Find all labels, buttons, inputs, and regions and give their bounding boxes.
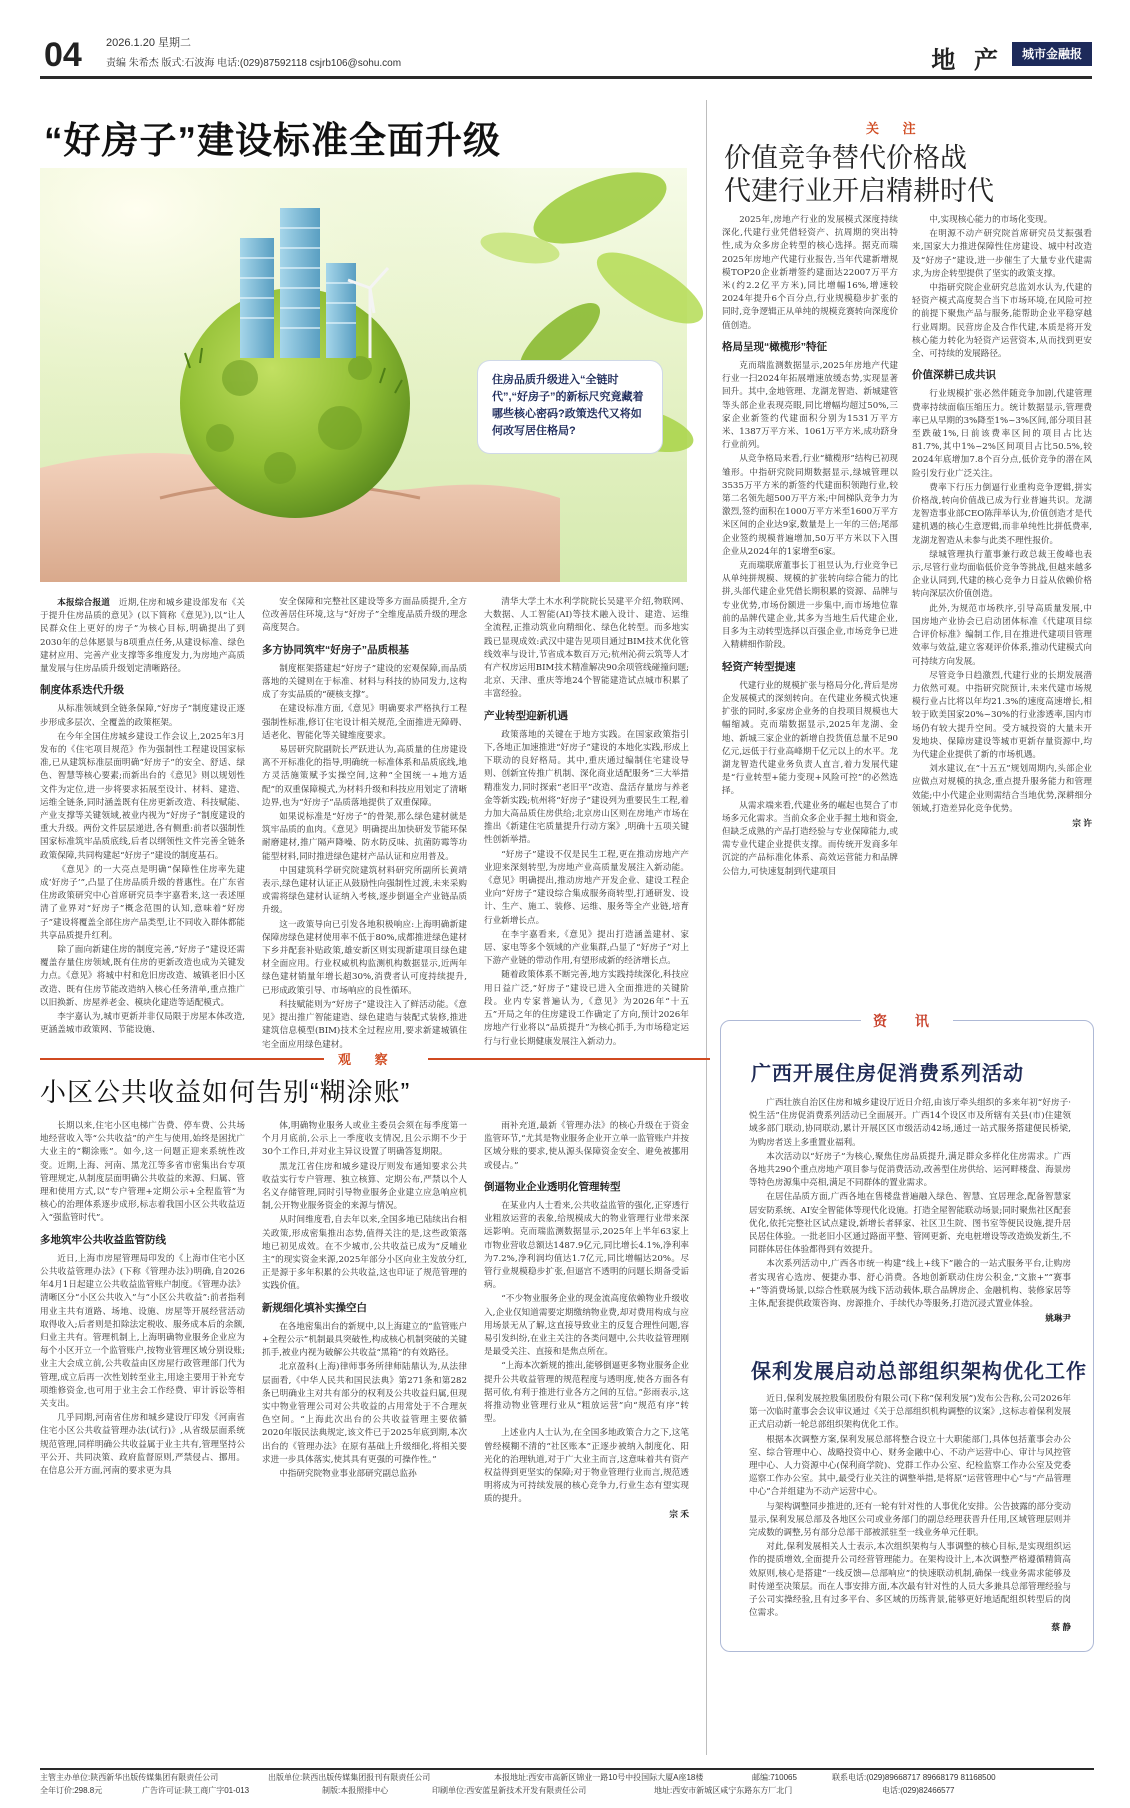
paragraph: 与架构调整同步推进的,还有一轮有针对性的人事优化安排。公告披露的部分变动显示,保利发展总部及各地区公司或业务部门的副总经理获晋升任用,区域管理层则并完成数的调整,另有部分总部干部被派驻至一线业务单元任职。 xyxy=(749,1501,1071,1539)
paragraph: 行业规模扩张必然伴随竞争加剧,代建管理费率持续面临压缩压力。统计数据显示,管理费率已从早期的3%降至1%~3%区间,部分项目甚至跌破1%,日前该费率区间的项目占比达81.7%,其中1%~2%区间项目占比50.5%,较2024年底增加7.8个百分点,低价竞争的潜在风险引发行业广泛关注。 xyxy=(912,389,1092,479)
paragraph: 根据本次调整方案,保利发展总部将整合设立十大职能部门,具体包括董事会办公室、综合管理中心、战略投资中心、财务金融中心、不动产运营中心、审计与风控管理中心、人力资源中心(保利商学院)、党群工作办公室、纪检监察工作办公室及党委巡察工作办公室。其中,最受行业关注的调整举措,是将原“运营管理中心”与“产品管理中心”合并组建为不动产运营中心。 xyxy=(749,1434,1071,1498)
paragraph: 从竞争格局来看,行业“橄榄形”结构已初现雏形。中指研究院同期数据显示,绿城管理以3535万平方米的新签约代建面积领跑行业,较第二名领先超500万平方米;中间梯队竞争力为激烈,签约面积在1000万平方米至1600万平方米区间的企业达9家,数量是上一年的三倍;尾部企业签约规模普遍增加,50万平方米以下入围企业从2024年的1家增至6家。 xyxy=(722,454,898,557)
paragraph: 从时间维度看,自去年以来,全国多地已陆续出台相关政策,形成密集推出态势,值得关注的是,这些政策落地已初见成效。在不少城市,公共收益已成为“反哺业主”的现实资金来源,2025年部分小区向业主发放分红,正是源于多年积累的公共收益,这也印证了规范管理的实践价值。 xyxy=(262,1215,467,1292)
paragraph: 从需求端来看,代建业务的崛起也契合了市场多元化需求。当前众多企业手握土地和资金,但缺乏成熟的产品打造经验与专业保障能力,或需专业代建企业提供支撑。而传统开发商多年沉淀的产品标准化体系、高效运营能力和品牌公信力,可快速复制到代建项目 xyxy=(722,800,898,877)
footer-printer-address: 地址:西安市新城区咸宁东路东方厂北门 xyxy=(654,1786,793,1795)
paragraph: 科技赋能则为“好房子”建设注入了鲜活动能。《意见》提出推广智能建造、绿色建造与装配式装修,推进建筑信息模型(BIM)技术全过程应用,要求新建城镇住宅全面应用绿色建材。 xyxy=(262,999,467,1050)
paragraph: 安全保障和完整社区建设等多方面品质提升,全方位改善居住环境,这与“好房子”全维度品质升级的理念高度契合。 xyxy=(262,597,467,634)
footer-typesetting: 制版:本报照排中心 xyxy=(322,1786,389,1795)
masthead-tag: 城市金融报 xyxy=(1012,42,1092,66)
news-2-title: 保利发展启动总部组织架构优化工作 xyxy=(751,1361,1087,1383)
paragraph: 绿城管理执行董事兼行政总裁王俊峰也表示,尽管行业均面临低价竞争等挑战,但越来越多企业认同到,代建的核心竞争力日益从依赖价格转向深层次价值创造。 xyxy=(912,549,1092,600)
paragraph: 近日,保利发展控股集团股份有限公司(下称“保利发展”)发布公告称,公司2026年第一次临时董事会会议审议通过《关于总部组织机构调整的议案》,这标志着保利发展正式启动新一轮总部组织架构优化工作。 xyxy=(749,1394,1071,1431)
paragraph: 在居住品质方面,广西各地在售楼盘普遍融入绿色、智慧、宜居理念,配备智慧家居安防系统、AI安全智能体等现代化设施。打造全屋智能联动场景;同时聚焦社区配套优化,依托完整社区试点建设,新增长者驿家、社区卫生院、图书室等便民设施,提升居民居住体验。一批老旧小区通过路面平整、管网更新、充电桩增设等改造焕发新生,不同群体居住体验都得到有效提升。 xyxy=(749,1192,1071,1256)
column-divider xyxy=(706,100,707,1755)
footer-license: 广告许可证:陕工商广字01-013 xyxy=(142,1786,250,1795)
subheading: 价值深耕已成共识 xyxy=(912,369,996,382)
paragraph: 克而瑞监测数据显示,2025年房地产代建行业一扫2024年拓展增速放缓态势,实现显著回升。其中,金地管理、龙湖龙智造、新城建管等头部企业表现亮眼,同比增幅均超过50%,三家企业新签约代建面积分别为1531万平方米、1387万平方米、1061万平方米,成功跻身行业前列。 xyxy=(722,361,898,451)
paragraph: 本次系列活动中,广西各市统一构建“线上+线下”融合的一站式服务平台,让购房者实现省心选房、便捷办事、舒心消费。各地创新联动住房公积金,“文旅+”“赛事+”等消费场景,以综合性联展为线下活动载体,联合品牌房企、金融机构、装修家居等主体,配套提供政策咨询、房源推介、手续代办等服务,打造沉浸式置业体验。 xyxy=(749,1259,1071,1310)
subheading: 多地筑牢公共收益监管防线 xyxy=(40,1233,166,1246)
paragraph: 本次活动以“好房子”为核心,聚焦住房品质提升,满足群众多样化住房需求。广西各地共290个重点房地产项目参与促消费活动,改善型住房供给、运河畔楼盘、海景房等特色房源集中亮相,满足不同群体的置业需求。 xyxy=(749,1151,1071,1189)
paragraph: 代建行业的规模扩张与格局分化,背后是房企发展模式的深刻转向。在代建业务模式快速扩张的同时,多家房企业务的自投项目规模也大幅缩减。克而瑞数据显示,2025年龙湖、金地、新城三家企业的新增自投货值总量不足90亿元,远低于行业高峰期千亿元以上的水平。龙湖龙智造代建业务负责人直言,着力发展代建是“行业转型+能力变现+风险可控”的必然选择。 xyxy=(722,680,898,797)
subheading: 新规细化填补实操空白 xyxy=(262,1301,367,1314)
paragraph: 中指研究院物业事业部研究副总监孙 xyxy=(279,1469,417,1480)
paragraph: 几乎同期,河南省住房和城乡建设厅印发《河南省住宅小区公共收益管理办法(试行)》,从省级层面系统规范管理,同样明确公共收益属于业主共有,管理坚持公平公开、共同决策、政府监督原则,严禁侵占、挪用。在信息公开方面,河南的要求更为具 xyxy=(40,1413,245,1477)
observe-title: 小区公共收益如何告别“糊涂账” xyxy=(40,1077,411,1107)
paragraph: 清华大学土木水利学院院长吴建平介绍,物联网、大数据、人工智能(AI)等技术融入设计、建造、运维全流程,正推动筑业向精细化、绿色化转型。而多地实践已显现成效:武汉中建告见项目通过BIM技术优化管线效率与设计,节省成本数百万元;杭州沁荷云筑等人才有产权房运用BIM技术精准解决90余项管线碰撞问题;北京、天津、重庆等地24个智能建造试点城市积累了丰富经验。 xyxy=(484,597,689,700)
paragraph: 随着政策体系不断完善,地方实践持续深化,科技应用日益广泛,“好房子”建设已进入全面推进的关键阶段。业内专家普遍认为,《意见》为2026年“十五五”开局之年的住房建设工作确定了方向,预计2026年房地产行业将以“品质提升”为核心抓手,为市场稳定运行与行业长期健康发展注入新动力。 xyxy=(484,970,689,1047)
subheading: 轻资产转型提速 xyxy=(722,660,796,673)
paragraph: 制度框架搭建起“好房子”建设的宏观保障,而品质落地的关键则在于标准、材料与科技的协同发力,这构成了夯实品质的“硬核支撑”。 xyxy=(262,663,467,701)
subheading: 产业转型迎新机遇 xyxy=(484,709,568,722)
paragraph: 中,实现核心能力的市场化变现。 xyxy=(929,215,1053,225)
news-tag: 资 讯 xyxy=(833,1007,981,1035)
paragraph: “不少物业服务企业的现金流高度依赖物业升级收入,企业仅知道需要定期缴纳物业费,却对费用构成与应用场景无从了解,这直接导致业主的反复合理性问题,容易引发纠纷,在业主关注的各类问题中,公共收益管理刚是最受关注、直接和是焦点所在。 xyxy=(484,1294,689,1358)
paragraph: 尽管竞争日趋激烈,代建行业的长期发展潜力依然可观。中指研究院预计,未来代建市场规模行业占比将以年均21.3%的速度高速增长,相较于欧美国家20%~30%的行业渗透率,国内市场仍有较大提升空间。受方城投资的大量未开发地块、保障房建设等城市更新存量资源中,均为代建企业提供了新的市场机遇。 xyxy=(912,670,1092,760)
footer-address: 本报地址:西安市高新区锦业一路10号中投国际大厦A座18楼 xyxy=(494,1773,704,1782)
byline: 宗 许 xyxy=(1072,817,1092,828)
byline: 宗 禾 xyxy=(669,1508,689,1519)
feature-column-1 xyxy=(722,214,898,1014)
footer-issuer: 出版单位:陕西出版传媒集团报刊有限责任公司 xyxy=(268,1773,431,1782)
page-number: 04 xyxy=(44,36,82,74)
paragraph: 对此,保利发展相关人士表示,本次组织架构与人事调整的核心目标,是实现组织运作的提质增效,全面提升公司经营管理能力。在架构设计上,本次调整严格遵循精简高效原则,核心是搭建“一线反馈—总部响应”的快速联动机制,确保一线业务需求能够及时传递至决策层。而在人事安排方面,本次最有针对性的人员大多兼具总部管理经验与子公司实操经验,且有过多平台、多区域的历练背景,能够更好地适配组织转型后的岗位需求。 xyxy=(749,1542,1071,1619)
paragraph: 李宇嘉认为,城市更新并非仅局限于房屋本体改造,更涵盖城市政策网、节能设施、 xyxy=(40,1012,245,1036)
footer-publisher: 主管主办单位:陕西新华出版传媒集团有限责任公司 xyxy=(40,1773,219,1782)
lead-paragraph xyxy=(40,596,245,676)
paragraph: 从标准领域到全链条保障,“好房子”制度建设正逐步形成多层次、全覆盖的政策框架。 xyxy=(40,704,245,728)
paragraph: 刘水建议,在“十五五”规划周期内,头部企业应做点对规模的执念,重点提升服务能力和管理效能;中小代建企业则需结合当地优势,深耕细分领域,打造差异化竞争优势。 xyxy=(912,764,1092,814)
paragraph: “好房子”建设不仅是民生工程,更在推动房地产产业迎来深刻转型,为房地产业高质量发展注入新动能。《意见》明确提出,推动房地产开发企业、建设工程企业向“好房子”建设综合集成服务商转型,打通研发、设计、生产、施工、装修、运维、服务等全产业链,培育行业新增长点。 xyxy=(484,849,689,926)
dateline: 本报综合报道 xyxy=(57,597,111,607)
feature-title-line-1: 价值竞争替代价格战 xyxy=(724,143,967,173)
paragraph: 在建设标准方面,《意见》明确要求严格执行工程强制性标准,修订住宅设计相关规范,全面推进无障碍、适老化、智能化等关键维度要求。 xyxy=(262,704,467,741)
paragraph: 此外,为规范市场秩序,引导高质量发展,中国房地产业协会已启动团体标准《代建项目综合评价标准》编制工作,目在推进代建项目管理效率与效益,建立客观评价体系,推动代建模式向可持续方向发展。 xyxy=(912,603,1092,667)
paragraph: 费率下行压力倒逼行业重构竞争逻辑,拼实价格战,转向价值战已成为行业普遍共识。龙湖龙智造事业部CEO陈萍举认为,价值创造才是代建机遇的核心生意逻辑,而非单纯性比拼低费率,龙湖龙智造从未参与此类不理性报价。 xyxy=(912,482,1092,546)
paragraph: 北京盈科(上海)律师事务所律师陆鼎认为,从法律层面看,《中华人民共和国民法典》第271条和第282条已明确业主对共有部分的权利及公共收益归属,但现实中物业管理公司对公共收益的占用常处于不合理灰色空间。“上海此次出台的公共收益管理主要依循2020年版民法典规定,该文件已于2025年底到期,本次出台的《管理办法》在原有基础上升级细化,将相关要求进一步具体落实,使其具有更强的可操作性。” xyxy=(262,1362,467,1465)
paragraph: 近日,上海市房屋管理局印发的《上海市住宅小区公共收益管理办法》(下称《管理办法》)明确,自2026年4月1日起建立公共收益监管账户制度。《管理办法》清晰区分“小区公共收入”与“小区公共收益”:前者指利用业主共有道路、场地、设施、房屋等开展经营活动取得收入;后者则是扣除法定税收、服务成本后的余额,归业主共有。管理机制上,上海明确物业服务企业应为每个小区开立一个监管账户,按物业管理区域分别设账;业主大会成立前,公共收益由区房屋行政管理部门代为管理,成立后再一次性划转至业主,用途主要用于补充专项维修资金,也可用于业主会工作经费、审计诉讼等相关支出。 xyxy=(40,1253,245,1410)
observe-column-2 xyxy=(262,1120,467,1760)
paragraph: 在各地密集出台的新规中,以上海建立的“监管账户+全程公示”机制最具突破性,构成核心机制突破的关键抓手,被业内视为破解公共收益“黑箱”的有效路径。 xyxy=(262,1321,467,1359)
lead-column-2 xyxy=(262,596,467,1050)
news-2-body xyxy=(749,1393,1071,1645)
page-footer xyxy=(40,1768,1094,1798)
paragraph: 雨补充道,最新《管理办法》的核心升级在于资金监管环节,“尤其是物业服务企业开立单一监管账户并按区域分账的要求,使从源头保障资金安全、避免被挪用或侵占。” xyxy=(484,1121,689,1171)
byline: 姚琳尹 xyxy=(1045,1313,1071,1324)
paragraph: 这一政策导向已引发各地积极响应:上海明确新建保障房绿色建材使用率不低于80%,成都推进绿色建材下乡并配套补贴政策,雄安新区则实现新建项目绿色建材全面应用。行业权威机构监测机构数据显示,近两年绿色建材销量年增长超30%,消费者认可度持续提升,已形成政策引导、市场响应的良性循环。 xyxy=(262,919,467,996)
editor-credits: 责编 朱希杰 版式:石波海 电话:(029)87592118 csjrb106@sohu.com xyxy=(106,58,402,69)
lead-column-1 xyxy=(40,596,245,1044)
paragraph: 在李宇嘉看来,《意见》提出打造涵盖建材、家居、家电等多个领域的产业集群,凸显了“好房子”对上下游产业链的带动作用,有望形成新的经济增长点。 xyxy=(484,929,689,967)
paragraph: “上海本次新规的推出,能够倒逼更多物业服务企业提升公共收益管理的规范程度与透明度,使各方面各有据可依,有利于推进行业各方之间的互信。”彭雨表示,这将推动物业管理行业从“粗放运营”向“规范有序”转型。 xyxy=(484,1361,689,1425)
header-rule xyxy=(40,76,1092,79)
subheading: 格局呈现“橄榄形”特征 xyxy=(722,340,827,353)
paragraph-text: 近期,住房和城乡建设部发布《关于提升住房品质的意见》(以下简称《意见》),以“让人民群众住上更好的房子”为核心目标,明确提出了到2030年的总体愿景与8项重点任务,从建设标准、绿色建材应用、完善产业支撑等多维度发力,为房地产高质量发展与住房品质升级划定清晰路径。 xyxy=(40,598,245,675)
footer-postcode: 邮编:710065 xyxy=(752,1773,797,1782)
news-box xyxy=(720,1013,1094,1652)
section-title: 地 产 xyxy=(931,47,1004,74)
paragraph: 《意见》的一大亮点是明确“保障性住房率先建成‘好房子’”,凸显了住房品质升级的普惠性。在广东省住房政策研究中心首席研究员李宇嘉看来,这一表述厘清了业界对“好房子”概念范围的认知,意味着“好房子”建设将覆盖全部住房产品类型,让不同收入群体都能共享品质提升红利。 xyxy=(40,864,245,941)
hero-callout: 住房品质升级进入“全链时代”,“好房子”的新标尺究竟藏着哪些核心密码?政策迭代又将如何改写居住格局? xyxy=(478,361,662,453)
paragraph: 在明源不动产研究院首席研究员艾振强看来,国家大力推进保障性住房建设、城中村改造及“好房子”建设,进一步催生了大量专业代建需求,为房企转型提供了坚实的政策支撑。 xyxy=(912,229,1092,279)
paragraph: 上述业内人士认为,在全国多地政策合力之下,这笔曾经模糊不清的“社区账本”正逐步被纳入制度化、阳光化的治理轨道,对于广大业主而言,这意味着共有资产权益得到更坚实的保障;对于物业管理行业而言,规范透明将成为可持续发展的核心竞争力,行业生态有望实现质的提升。 xyxy=(484,1428,689,1505)
paragraph: 如果说标准是“好房子”的骨架,那么绿色建材就是筑牢品质的血肉。《意见》明确提出加快研发节能环保耐磨建材,推广隔声降噪、防水防反味、抗菌防霉等功能型材料,同时推进绿色建材产品认证和应用普及。 xyxy=(262,812,467,862)
paragraph: 广西壮族自治区住房和城乡建设厅近日介绍,由该厅牵头组织的多来年初“好房子·悦生活”住房促消费系列活动已全面展开。广西14个设区市及所辖有关县(市)住建领域多部门联动,协同联动,累计开展区区市级活动42场,通过一站式服务搭建便民桥梁,为购房者送上多重置业福利。 xyxy=(749,1098,1071,1148)
lead-headline: “好房子”建设标准全面升级 xyxy=(44,120,501,161)
paragraph: 中指研究院企业研究总监刘水认为,代建的轻资产模式高度契合当下市场环境,在风险可控的前提下聚焦产品与服务,能帮助企业平稳穿越行业周期。民营房企及合作代建,本质是将开发核心能力转化为轻资产运营资本,从而找到更安全、可持续的发展路径。 xyxy=(912,283,1092,360)
observe-column-3 xyxy=(484,1120,689,1760)
lead-column-3 xyxy=(484,596,689,1047)
paragraph: 克而瑞联席董事长丁祖昱认为,行业竞争已从单纯拼规模、规模的扩张转向综合能力的比拼,头部代建企业凭借长期积累的资源、品牌与专业优势,市场份额进一步集中,而市场地位靠前的品牌代建企业,其多为当地生后代建企业,目多为主动转型选择以百强企业,市场竞争已进入精耕细作阶段。 xyxy=(722,561,898,651)
subheading: 多方协同筑牢“好房子”品质根基 xyxy=(262,643,409,656)
observe-tag: 观 察 xyxy=(338,1052,398,1067)
subheading: 制度体系迭代升级 xyxy=(40,684,124,697)
paragraph: 中国建筑科学研究院建筑材料研究所副所长黄靖表示,绿色建材认证正从鼓励性向强制性过渡,未来采购或需将绿色建材认证纳入考核,逐步倒逼全产业链品质升级。 xyxy=(262,865,467,916)
paragraph: 政策落地的关键在于地方实践。在国家政策指引下,各地正加速推进“好房子”建设的本地化实践,形成上下联动的良好格局。其中,重庆通过编制住宅建设导则、创新宜传推广机制、深化商业适配服务“三大举措精准发力,同时探索“老旧平”改造、盘活存量房与养老金等新实践;杭州将“好房子”建设列为重要民生工程,着力加大高品质住房供给;北京房山区则在房地产市场在推出《新建住宅质量提升行动方案》,明确十五项关键性创新举措。 xyxy=(484,729,689,846)
paragraph: 除了面向新建住房的制度完善,“好房子”建设还需覆盖存量住房领域,既有住房的更新改造也成为关键发力点。《意见》将城中村和危旧房改造、城镇老旧小区改造、既有住房节能改造纳入核心任务清单,重点推广以旧换新、房屋养老金、模块化建造等适配模式。 xyxy=(40,945,245,1008)
paragraph: 易居研究院副院长严跃进认为,高质量的住房建设离不开标准化的指导,明确统一标准体系和品质底线,地方灵活施策赋予实操空间,这种“全国统一+地方适配”的双重保障模式,为材料升级和科技应用划定了清晰边界,也为“好房子”品质落地提供了双重保障。 xyxy=(262,745,467,808)
footer-printer-phone: 电话:(029)82466577 xyxy=(882,1786,955,1795)
paragraph: 在某业内人士看来,公共收益监管的强化,正穿透行业粗放运营的表象,给规模成大的物业管理行业带来深远影响。克而瑞监测数据显示,2025年上半年63家上市物业营收总额达1487.9亿元,同比增长4.1%,净利率为7.2%,净利润均值达1.7亿元,同比增幅达20%。尽管行业规模稳步扩张,但逼宫不透明的问题长期备受诟病。 xyxy=(484,1201,689,1291)
footer-phone: 联系电话:(029)89668717 89668179 81168500 xyxy=(832,1773,996,1782)
paragraph: 长期以来,住宅小区电梯广告费、停车费、公共场地经营收入等“公共收益”的产生与使用,始终是困扰广大业主的“糊涂账”。如今,这一问题正迎来系统性改变。近期,上海、河南、黑龙江等多省市密集出台专项管理规定,从制度层面明确公共收益的来源、归属、管理和使用方式,以“专户管理+定期公示+全程监管”为核心的治理体系逐步成形,标志着我国小区公共收益迈入“强监管时代”。 xyxy=(40,1121,245,1224)
hero-image xyxy=(40,168,687,582)
news-1-title: 广西开展住房促消费系列活动 xyxy=(751,1063,1024,1085)
issue-date: 2026.1.20 星期二 xyxy=(106,37,191,49)
paragraph: 在今年全国住房城乡建设工作会议上,2025年3月发布的《住宅项目规范》作为强制性工程建设国家标准,已从建筑标准层面明确“好房子”的安全、舒适、绿色、智慧等核心要素;而新出台的《意见》则以规划性文件为定位,进一步将要求拓展至设计、材料、建造、运维全链条,同时涵盖既有住房更新改造、科技赋能、产业支撑等关键领域,被业内视为“好房子”制度建设的重大升级。两份文件层层递进,各有侧重:前者以强制性国家标准筑牢品质底线,后者以纲领性文件完善全链条政策保障,共同构建起“好房子”建设的制度基石。 xyxy=(40,731,245,861)
subheading: 倒逼物业企业透明化管理转型 xyxy=(484,1180,621,1193)
news-1-body xyxy=(749,1097,1071,1345)
feature-title-line-2: 代建行业开启精耕时代 xyxy=(724,176,994,206)
paragraph: 2025年,房地产行业的发展模式深度持续深化,代建行业凭借轻资产、抗周期的突出特性,成为众多房企转型的核心选择。据克而瑞2025年房地产代建行业报告,当年代建新增规模TOP20企业新增签约建面达22007万平方米(约2.2亿平方米),同比增幅16%,增速较2024年提升6个百分点,行业规模稳步扩张的同时,竞争逻辑正从单纯的规模竞赛转向深度价值创造。 xyxy=(722,215,898,331)
byline: 蔡 静 xyxy=(1051,1622,1071,1633)
paragraph: 体,明确物业服务人或业主委员会须在每季度第一个月月底前,公示上一季度收支情况,且公示期不少于30个工作日,并对业主异议设置了明确答复期限。 xyxy=(262,1121,467,1158)
observe-column-1 xyxy=(40,1120,245,1760)
footer-printer: 印刷单位:西安蓝星新技术开发有限责任公司 xyxy=(432,1786,587,1795)
paragraph: 黑龙江省住房和城乡建设厅则发布通知要求公共收益实行专户管理、独立核算、定期公布,严禁以个人名义存储管理,同时引导物业服务企业建立应急响应机制,公开物业服务资金的来源与情况。 xyxy=(262,1161,467,1212)
feature-tag: 关 注 xyxy=(866,121,926,136)
footer-price: 全年订价:298.8元 xyxy=(40,1786,103,1795)
feature-column-2 xyxy=(912,214,1092,1014)
feature-title xyxy=(724,142,994,208)
page-header xyxy=(40,26,1092,82)
